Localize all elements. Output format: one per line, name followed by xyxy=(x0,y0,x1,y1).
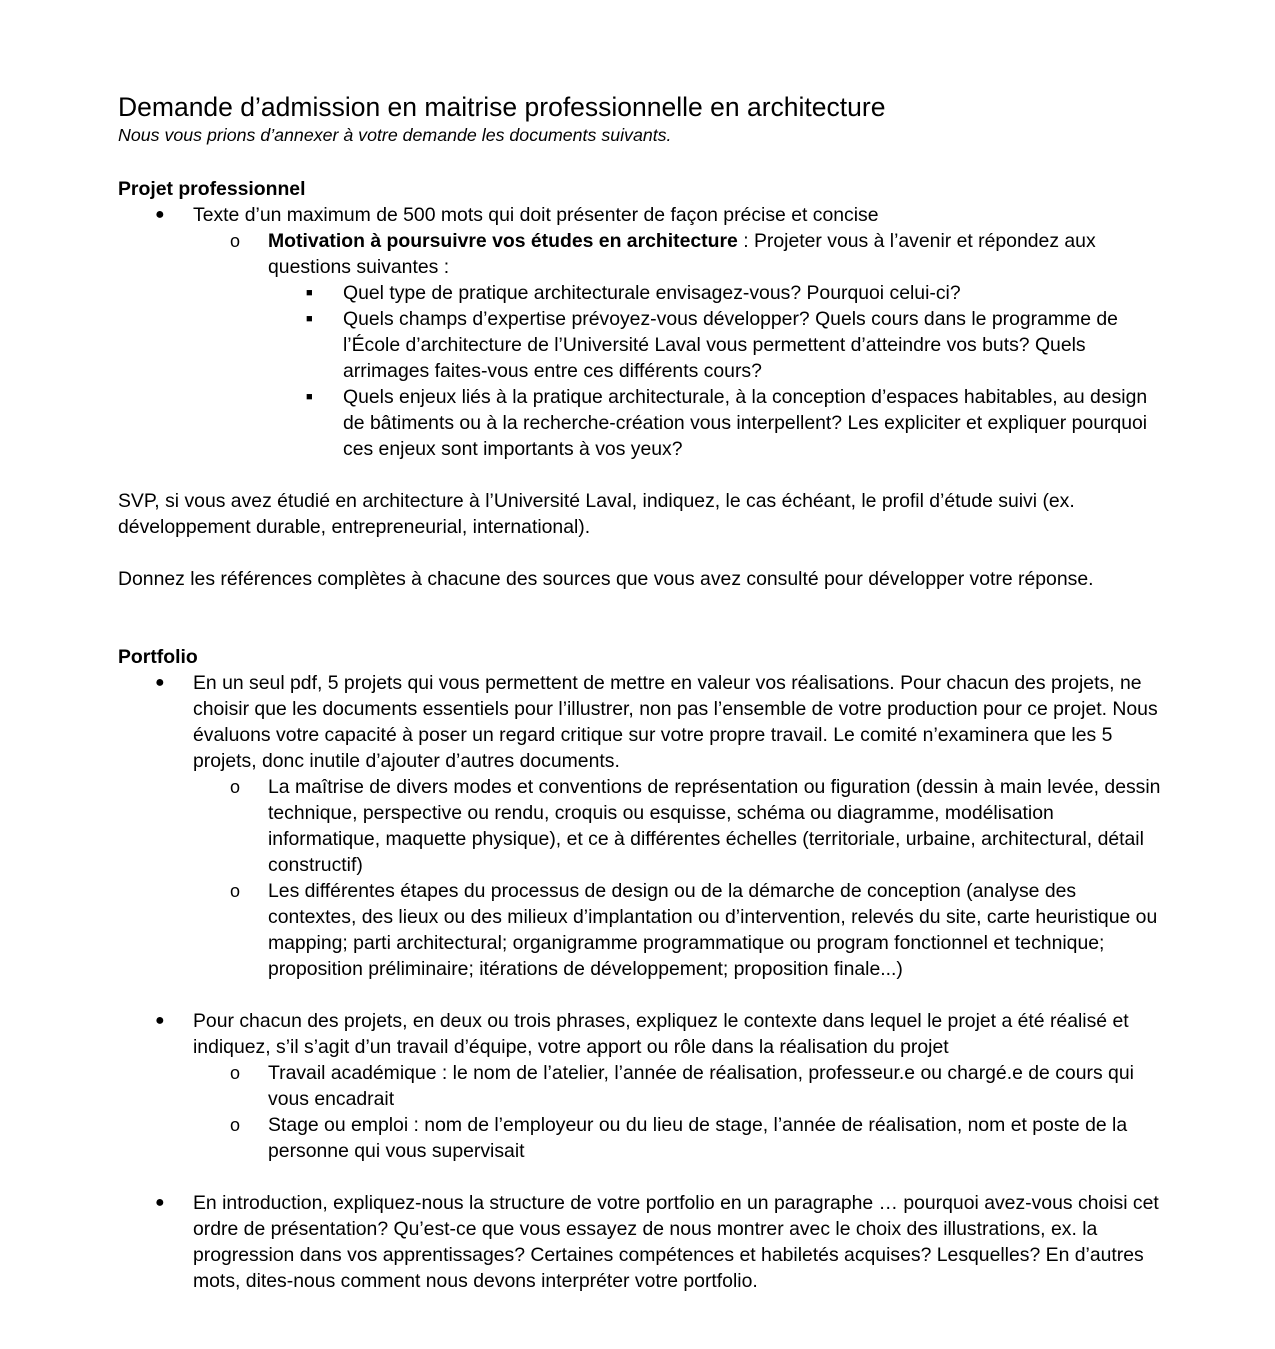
list-item xyxy=(193,774,1163,878)
filled-circle-bullet-icon: ● xyxy=(155,1194,165,1211)
sub-item-text: La maîtrise de divers modes et conventions de représentation ou figuration (dessin à main levée, dessin technique, perspective ou rendu, croquis ou esquisse, schéma ou diagramme, modélisation informatique, maquette physique), et ce à différentes échelles (territoriale, urbaine, architectural, détail constructif) xyxy=(268,776,1161,876)
list-item xyxy=(193,878,1163,982)
question-text: Quel type de pratique architecturale envisagez-vous? Pourquoi celui-ci? xyxy=(343,282,961,304)
list-item xyxy=(268,280,1163,306)
hollow-circle-bullet-icon: o xyxy=(230,881,241,901)
references-paragraph: Donnez les références complètes à chacune des sources que vous avez consulté pour développer votre réponse. xyxy=(118,568,1094,590)
question-text: Quels champs d’expertise prévoyez-vous développer? Quels cours dans le programme de l’École d’architecture de l’Université Laval vous permettent d’atteindre vos buts? Quels arrimages faites-vous entre ces différents cours? xyxy=(343,308,1118,382)
list-item xyxy=(268,384,1163,462)
hollow-circle-bullet-icon: o xyxy=(230,1063,241,1083)
filled-circle-bullet-icon: ● xyxy=(155,674,165,691)
projet-list xyxy=(118,202,1163,462)
portfolio-list xyxy=(118,670,1163,1294)
document-page xyxy=(118,90,1163,1294)
filled-circle-bullet-icon: ● xyxy=(155,206,165,223)
portfolio-sublist xyxy=(193,774,1163,982)
sub-item-text: Les différentes étapes du processus de design ou de la démarche de conception (analyse des contextes, des lieux ou des milieux d’implantation ou d’intervention, relevés du site, carte heuristique ou mapping; parti architectural; organigramme programmatique ou program fonctionnel et technique; proposition préliminaire; itérations de développement; proposition finale...) xyxy=(268,880,1158,980)
hollow-circle-bullet-icon: o xyxy=(230,1115,241,1135)
hollow-circle-bullet-icon: o xyxy=(230,231,241,251)
filled-square-bullet-icon: ■ xyxy=(306,391,313,403)
list-item xyxy=(118,202,1163,462)
list-item xyxy=(193,228,1163,462)
document-title: Demande d’admission en maitrise professionnelle en architecture xyxy=(118,92,886,122)
filled-square-bullet-icon: ■ xyxy=(306,313,313,325)
filled-circle-bullet-icon: ● xyxy=(155,1012,165,1029)
list-item-text: Pour chacun des projets, en deux ou trois phrases, expliquez le contexte dans lequel le projet a été réalisé et indiquez, s’il s’agit d’un travail d’équipe, votre apport ou rôle dans la réalisation du projet xyxy=(193,1010,1129,1058)
filled-square-bullet-icon: ■ xyxy=(306,287,313,299)
list-item xyxy=(118,670,1163,982)
document-subtitle: Nous vous prions d’annexer à votre demande les documents suivants. xyxy=(118,125,672,145)
list-item-text: En introduction, expliquez-nous la structure de votre portfolio en un paragraphe … pourquoi avez-vous choisi cet ordre de présentation? Qu’est-ce que vous essayez de nous montrer avec le choix des illustrations, ex. la progression dans vos apprentissages? Certaines compétences et habiletés acquises? Lesquelles? En d’autres mots, dites-nous comment nous devons interpréter votre portfolio. xyxy=(193,1192,1159,1292)
portfolio-sublist xyxy=(193,1060,1163,1164)
svp-paragraph: SVP, si vous avez étudié en architecture à l’Université Laval, indiquez, le cas échéant, le profil d’étude suivi (ex. développement durable, entrepreneurial, international). xyxy=(118,490,1075,538)
projet-sublist xyxy=(193,228,1163,462)
list-item xyxy=(193,1060,1163,1112)
sub-item-text: Stage ou emploi : nom de l’employeur ou du lieu de stage, l’année de réalisation, nom et poste de la personne qui vous supervisait xyxy=(268,1114,1128,1162)
list-item xyxy=(118,1008,1163,1164)
list-item-text: Texte d’un maximum de 500 mots qui doit présenter de façon précise et concise xyxy=(193,204,879,226)
motivation-text: : Projeter vous à l’avenir et répondez aux questions suivantes : xyxy=(268,230,1096,278)
list-item xyxy=(268,306,1163,384)
section-heading-portfolio: Portfolio xyxy=(118,646,198,668)
section-heading-projet: Projet professionnel xyxy=(118,178,306,200)
hollow-circle-bullet-icon: o xyxy=(230,777,241,797)
sub-item-text: Travail académique : le nom de l’atelier, l’année de réalisation, professeur.e ou chargé.e de cours qui vous encadrait xyxy=(268,1062,1134,1110)
questions-list xyxy=(268,280,1163,462)
list-item-text: En un seul pdf, 5 projets qui vous permettent de mettre en valeur vos réalisations. Pour chacun des projets, ne choisir que les documents essentiels pour l’illustrer, non pas l’ensemble de votre production pour ce projet. Nous évaluons votre capacité à poser un regard critique sur votre propre travail. Le comité n’examinera que les 5 projets, donc inutile d’ajouter d’autres documents. xyxy=(193,672,1158,772)
motivation-bold-text: Motivation à poursuivre vos études en architecture xyxy=(268,230,738,252)
question-text: Quels enjeux liés à la pratique architecturale, à la conception d’espaces habitables, au design de bâtiments ou à la recherche-création vous interpellent? Les expliciter et expliquer pourquoi ces enjeux sont importants à vos yeux? xyxy=(343,386,1148,460)
list-item xyxy=(193,1112,1163,1164)
list-item xyxy=(118,1190,1163,1294)
